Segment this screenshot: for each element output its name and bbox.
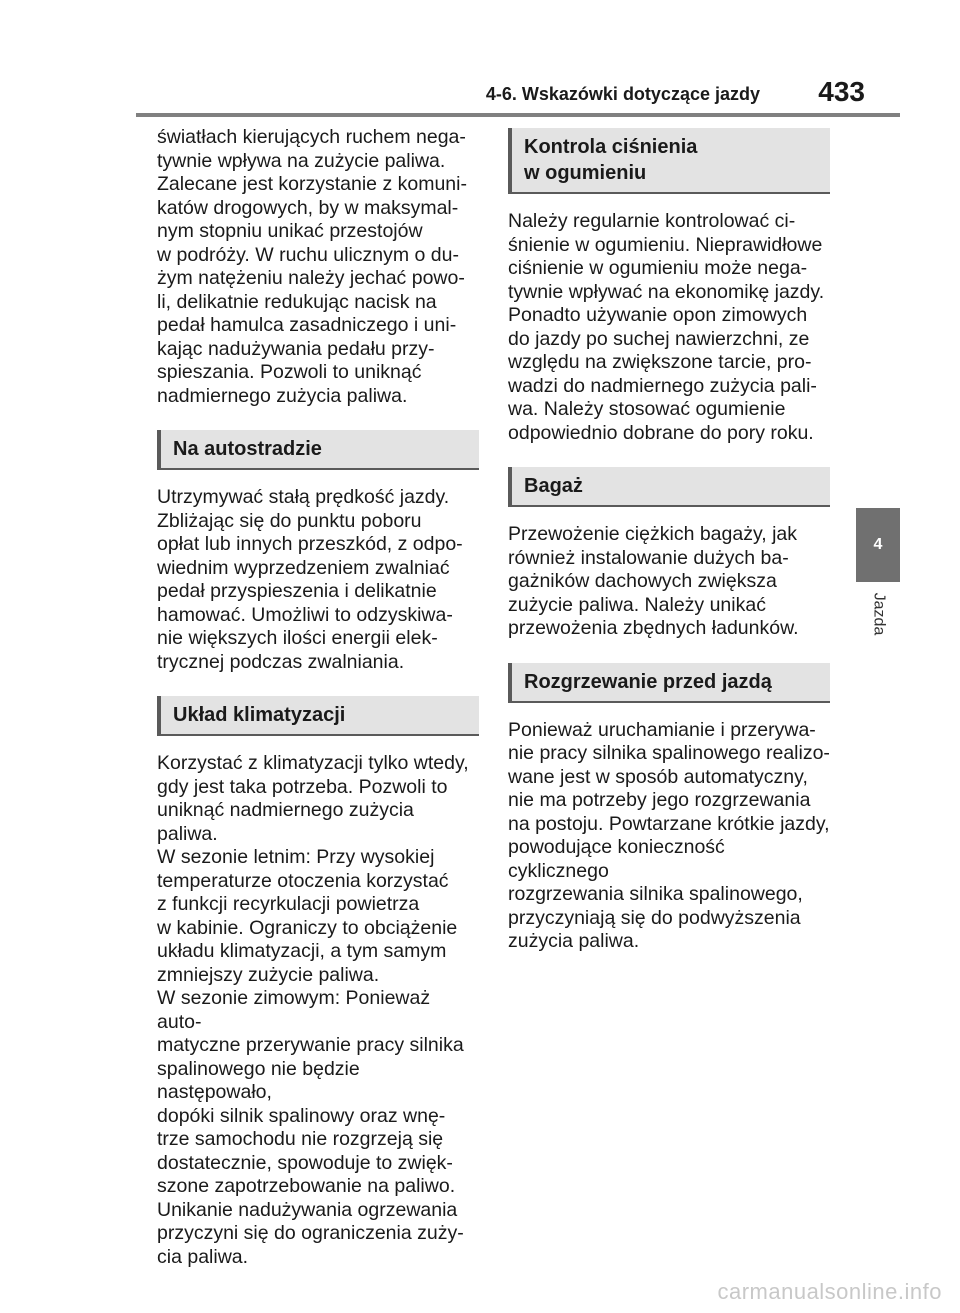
right-column [508,128,830,954]
tire-pressure-paragraph: Należy regularnie kontrolować ci- śnienie w ogumieniu. Nieprawidłowe ciśnienie w ogumieniu może nega- tywnie wpływać na ekonomikę jazdy. Ponadto używanie opon zimowych do jazdy po suchej nawierzchni, ze względu na zwiększone tarcie, pro- wadzi do nadmiernego zużycia pali- wa. Należy stosować ogumienie odpowiednio dobrane do pory roku. [508,210,825,444]
watermark: carmanualsonline.info [717,1279,942,1304]
heading-warmup: Rozgrzewanie przed jazdą [508,663,830,703]
header-divider [136,113,900,117]
heading-air-conditioning: Układ klimatyzacji [157,696,479,736]
warmup-paragraph: Ponieważ uruchamianie i przerywa- nie pracy silnika spalinowego realizo- wane jest w sposób automatyczny, nie ma potrzeby jego rozgrzewania na postoju. Powtarzane krótkie jazdy, powodujące konieczność cyklicznego rozgrzewania silnika spalinowego, przyczyniają się do podwyższenia zużycia paliwa. [508,718,830,952]
left-column [157,126,479,1269]
air-conditioning-paragraph: Korzystać z klimatyzacji tylko wtedy, gdy jest taka potrzeba. Pozwoli to uniknąć nadmiernego zużycia paliwa. W sezonie letnim: Przy wysokiej temperaturze otoczenia korzystać z funkcji recyrkulacji powietrza w kabinie. Ograniczy to obciążenie układu klimatyzacji, a tym samym zmniejszy zużycie paliwa. W sezonie zimowym: Ponieważ auto- matyczne przerywanie pracy silnika spalinowego nie będzie następowało, dopóki silnik spalinowy oraz wnę- trze samochodu nie rozgrzeją się dostatecznie, spowoduje to zwięk- szone zapotrzebowanie na paliwo. Unikanie nadużywania ogrzewania przyczyni się do ograniczenia zuży- cia paliwa. [157,752,469,1268]
heading-tire-pressure: Kontrola ciśnienia w ogumieniu [508,128,830,194]
page-number: 433 [818,76,865,107]
intro-paragraph: światłach kierujących ruchem nega- tywnie wpływa na zużycie paliwa. Zalecane jest korzystanie z komuni- katów drogowych, by w maksymal- nym stopniu unikać przestojów w podróży. W ruchu ulicznym o du- żym natężeniu należy jechać powo- li, delikatnie redukując nacisk na pedał hamulca zasadniczego i uni- kając nadużywania pedału przy- spieszania. Pozwoli to uniknąć nadmiernego zużycia paliwa. [157,126,467,407]
heading-luggage: Bagaż [508,467,830,507]
highway-paragraph: Utrzymywać stałą prędkość jazdy. Zbliżając się do punktu poboru opłat lub innych przeszkód, z odpo- wiednim wyprzedzeniem zwalniać pedał przyspieszenia i delikatnie hamować. Umożliwi to odzyskiwa- nie większych ilości energii elek- trycznej podczas zwalniania. [157,486,463,673]
heading-highway: Na autostradzie [157,430,479,470]
section-title: 4-6. Wskazówki dotyczące jazdy [485,84,760,104]
chapter-number: 4 [873,536,883,553]
chapter-label: Jazda [869,592,887,636]
luggage-paragraph: Przewożenie ciężkich bagaży, jak również instalowanie dużych ba- gażników dachowych zwiększa zużycie paliwa. Należy unikać przewożenia zbędnych ładunków. [508,523,799,639]
chapter-tab [856,508,900,582]
chapter-label-box [856,586,900,642]
